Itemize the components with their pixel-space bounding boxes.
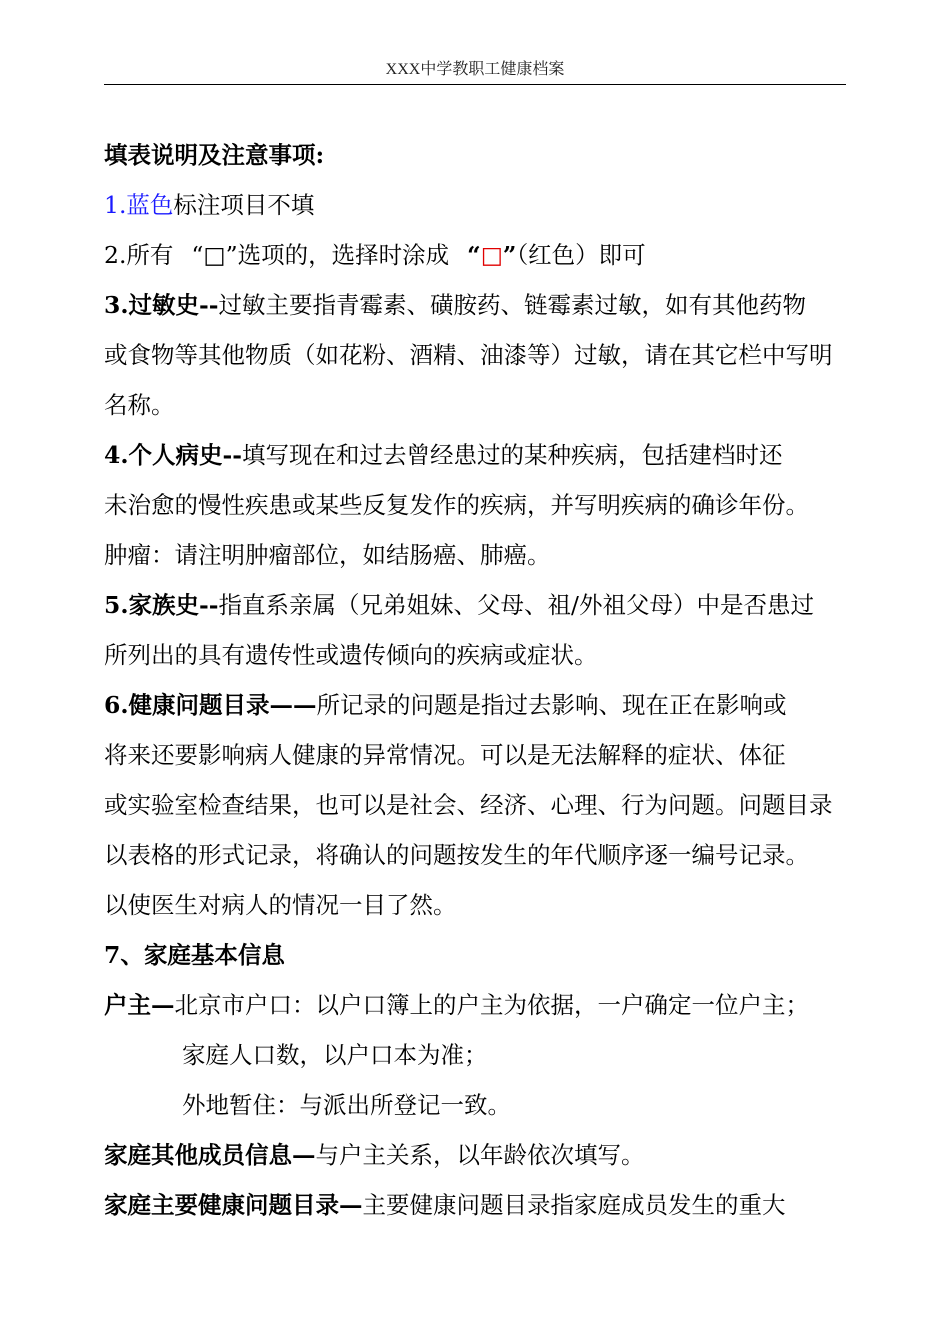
item-6-line-2: 将来还要影响病人健康的异常情况。可以是无法解释的症状、体征: [104, 741, 786, 769]
item-4-line-2: 未治愈的慢性疾患或某些反复发作的疾病，并写明疾病的确诊年份。: [104, 491, 809, 519]
item-3-line-1: [104, 280, 864, 330]
item-2-red-checkbox-symbol: □: [480, 241, 503, 269]
item-6-line-3: 或实验室检查结果，也可以是社会、经济、心理、行为问题。问题目录: [104, 791, 833, 819]
item-6-line-4: 以表格的形式记录，将确认的问题按发生的年代顺序逐一编号记录。: [104, 841, 809, 869]
item-1-text: 标注项目不填: [173, 191, 315, 219]
item-6-line-1: [104, 680, 864, 730]
item-2: [104, 230, 864, 280]
family-members-text: 与户主关系，以年龄依次填写。: [315, 1141, 645, 1169]
item-5-line-2: 所列出的具有遗传性或遗传倾向的疾病或症状。: [104, 641, 598, 669]
item-6-title: 6.健康问题目录——: [104, 691, 317, 719]
item-6-text: 所记录的问题是指过去影响、现在正在影响或: [316, 691, 787, 719]
item-2-quote-open: “: [467, 241, 481, 269]
family-problems-line: [104, 1180, 864, 1230]
item-4-title: 4.个人病史--: [104, 441, 243, 469]
householder-label: 户主—: [104, 991, 175, 1019]
item-7-title: 7、家庭基本信息: [104, 941, 285, 969]
item-2-text-b: 选项的，选择时涂成: [237, 241, 450, 269]
item-1-highlight: 蓝色: [126, 191, 174, 219]
item-1-number: 1.: [104, 191, 127, 219]
householder-line-1: [104, 980, 864, 1030]
item-5-title: 5.家族史--: [104, 591, 219, 619]
item-2-checkbox-symbol: “□”: [191, 241, 238, 269]
item-5-text: 指直系亲属（兄弟姐妹、父母、祖/外祖父母）中是否患过: [218, 591, 814, 619]
item-4-line-3: 肿瘤：请注明肿瘤部位，如结肠癌、肺癌。: [104, 541, 551, 569]
header-divider: [104, 84, 846, 85]
section-title: 填表说明及注意事项:: [104, 141, 325, 169]
item-5-line-1: [104, 580, 864, 630]
item-2-quote-close: ”: [502, 241, 517, 269]
item-6-line-5: 以使医生对病人的情况一目了然。: [104, 891, 457, 919]
instructions-body: [104, 130, 864, 1230]
item-4-text: 填写现在和过去曾经患过的某种疾病，包括建档时还: [242, 441, 783, 469]
householder-line-2: 家庭人口数，以户口本为准；: [182, 1041, 488, 1069]
family-problems-label: 家庭主要健康问题目录—: [104, 1191, 363, 1219]
family-members-label: 家庭其他成员信息—: [104, 1141, 316, 1169]
item-2-text-a: 2.所有: [104, 241, 174, 269]
householder-line-3: 外地暂住：与派出所登记一致。: [182, 1091, 511, 1119]
item-2-text-c: （红色）即可: [516, 241, 646, 269]
householder-text: 北京市户口：以户口簿上的户主为依据，一户确定一位户主；: [174, 991, 809, 1019]
item-3-line-2: 或食物等其他物质（如花粉、酒精、油漆等）过敏，请在其它栏中写明: [104, 341, 833, 369]
family-members-line: [104, 1130, 864, 1180]
family-problems-text: 主要健康问题目录指家庭成员发生的重大: [362, 1191, 786, 1219]
item-3-title: 3.过敏史--: [104, 291, 219, 319]
item-3-text: 过敏主要指青霉素、磺胺药、链霉素过敏，如有其他药物: [218, 291, 807, 319]
page-header-title: XXX中学教职工健康档案: [385, 61, 565, 78]
item-1: [104, 180, 864, 230]
item-3-line-3: 名称。: [104, 391, 175, 419]
item-4-line-1: [104, 430, 864, 480]
